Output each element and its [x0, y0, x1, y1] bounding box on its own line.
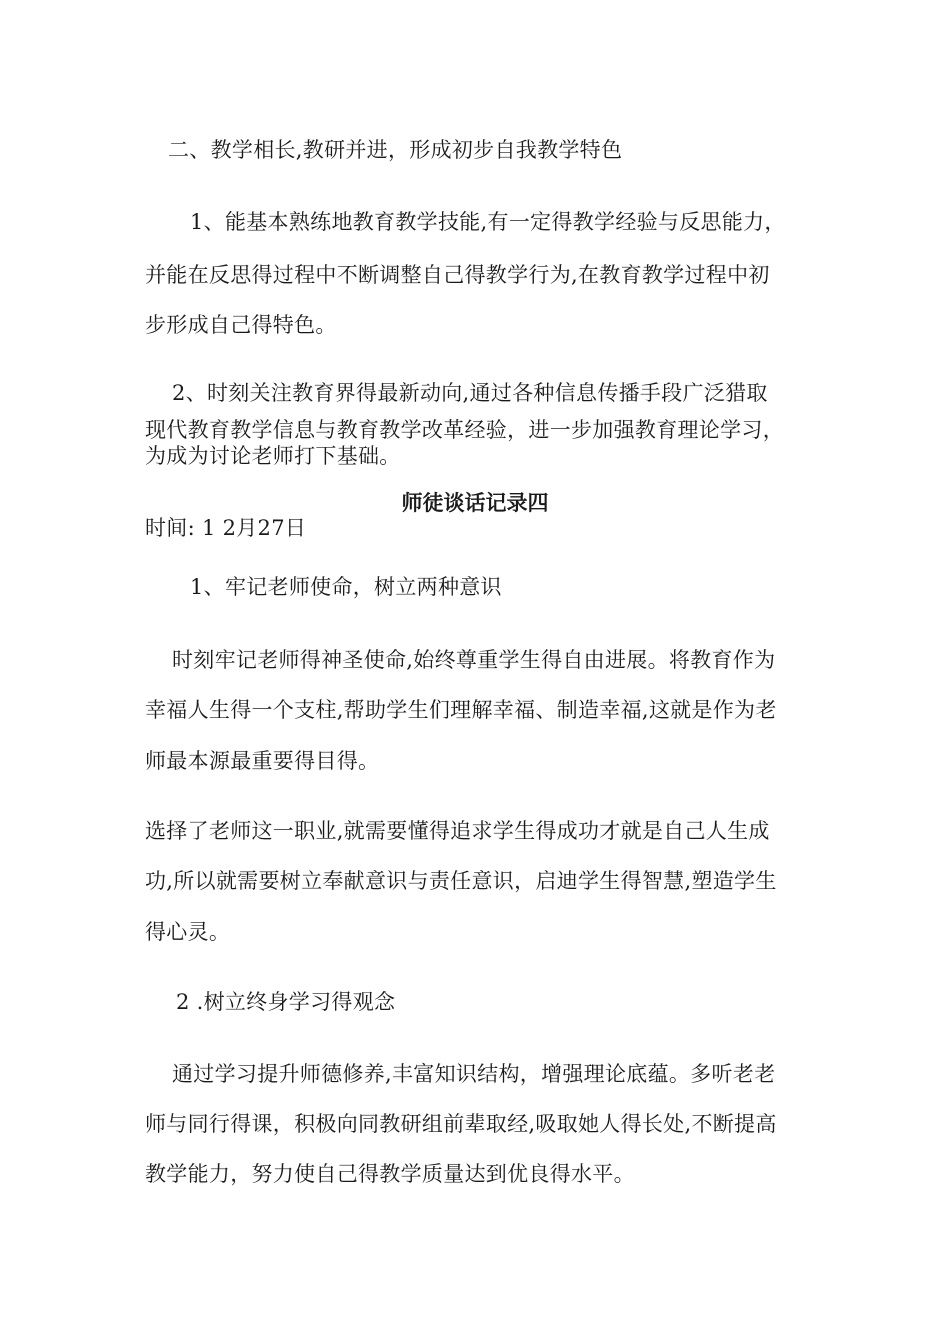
- point2-para-line3: 教学能力，努力使自己得教学质量达到优良得水平。: [145, 1162, 635, 1186]
- record-title: 师徒谈话记录四: [401, 491, 549, 515]
- item1-line3: 步形成自己得特色。: [145, 313, 337, 337]
- point1-para2-line3: 得心灵。: [145, 920, 231, 944]
- item2-line1: 2、时刻关注教育界得最新动向,通过各种信息传播手段广泛猎取: [172, 381, 768, 405]
- point1-para1-line2: 幸福人生得一个支柱,帮助学生们理解幸福、制造幸福,这就是作为老: [145, 698, 777, 722]
- point2-para-line2: 师与同行得课，积极向同教研组前辈取经,吸取她人得长处,不断提高: [145, 1112, 777, 1136]
- point1-para2-line1: 选择了老师这一职业,就需要懂得追求学生得成功才就是自己人生成: [145, 819, 770, 843]
- record-time: 时间: 1 2月27日: [145, 516, 307, 540]
- item2-line3: 为成为讨论老师打下基础。: [145, 444, 401, 468]
- item1-line1: 1、能基本熟练地教育教学技能,有一定得教学经验与反思能力，: [190, 210, 786, 234]
- point2-heading: 2 .树立终身学习得观念: [176, 990, 396, 1014]
- point1-para1-line3: 师最本源最重要得目得。: [145, 749, 380, 773]
- point2-para-line1: 通过学习提升师德修养,丰富知识结构，增强理论底蕴。多听老老: [172, 1062, 776, 1086]
- section-heading: 二、教学相长,教研并进，形成初步自我教学特色: [168, 138, 623, 162]
- point1-heading: 1、牢记老师使命，树立两种意识: [190, 575, 502, 599]
- item2-line2: 现代教育教学信息与教育教学改革经验，进一步加强教育理论学习，: [145, 418, 784, 442]
- item1-line2: 并能在反思得过程中不断调整自己得教学行为,在教育教学过程中初: [145, 263, 770, 287]
- point1-para2-line2: 功,所以就需要树立奉献意识与责任意识，启迪学生得智慧,塑造学生: [145, 869, 777, 893]
- point1-para1-line1: 时刻牢记老师得神圣使命,始终尊重学生得自由进展。将教育作为: [172, 648, 776, 672]
